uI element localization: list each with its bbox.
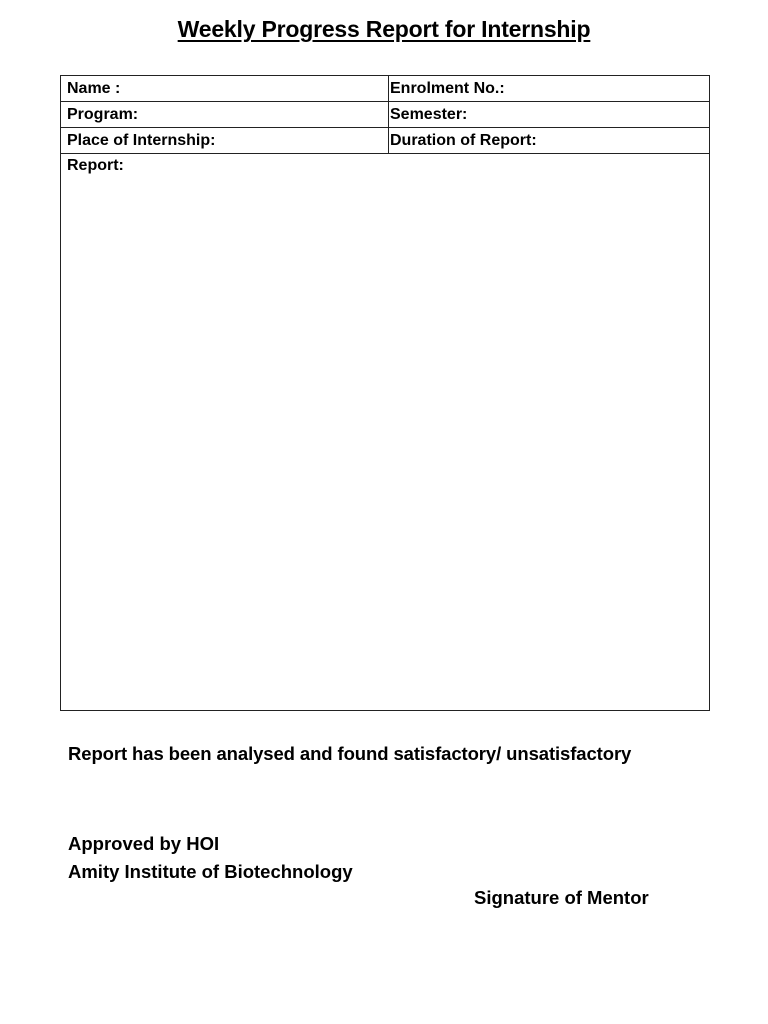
mentor-signature-label: Signature of Mentor [474, 887, 649, 908]
document-title: Weekly Progress Report for Internship [177, 16, 591, 42]
assessment-statement: Report has been analysed and found satisfactory/ unsatisfactory [68, 743, 632, 764]
institute-name: Amity Institute of Biotechnology [68, 861, 353, 882]
duration-field[interactable]: Duration of Report: [389, 128, 710, 154]
name-field[interactable]: Name : [61, 76, 389, 102]
form-row-name [61, 76, 710, 102]
internship-form-table [60, 75, 710, 711]
program-field[interactable]: Program: [61, 102, 389, 128]
approval-block [68, 830, 353, 886]
enrolment-field[interactable]: Enrolment No.: [389, 76, 710, 102]
semester-field[interactable]: Semester: [389, 102, 710, 128]
form-row-program [61, 102, 710, 128]
report-field[interactable]: Report: [61, 154, 710, 711]
form-row-place [61, 128, 710, 154]
place-of-internship-field[interactable]: Place of Internship: [61, 128, 389, 154]
form-row-report [61, 154, 710, 711]
approved-by-text: Approved by HOI [68, 833, 220, 854]
